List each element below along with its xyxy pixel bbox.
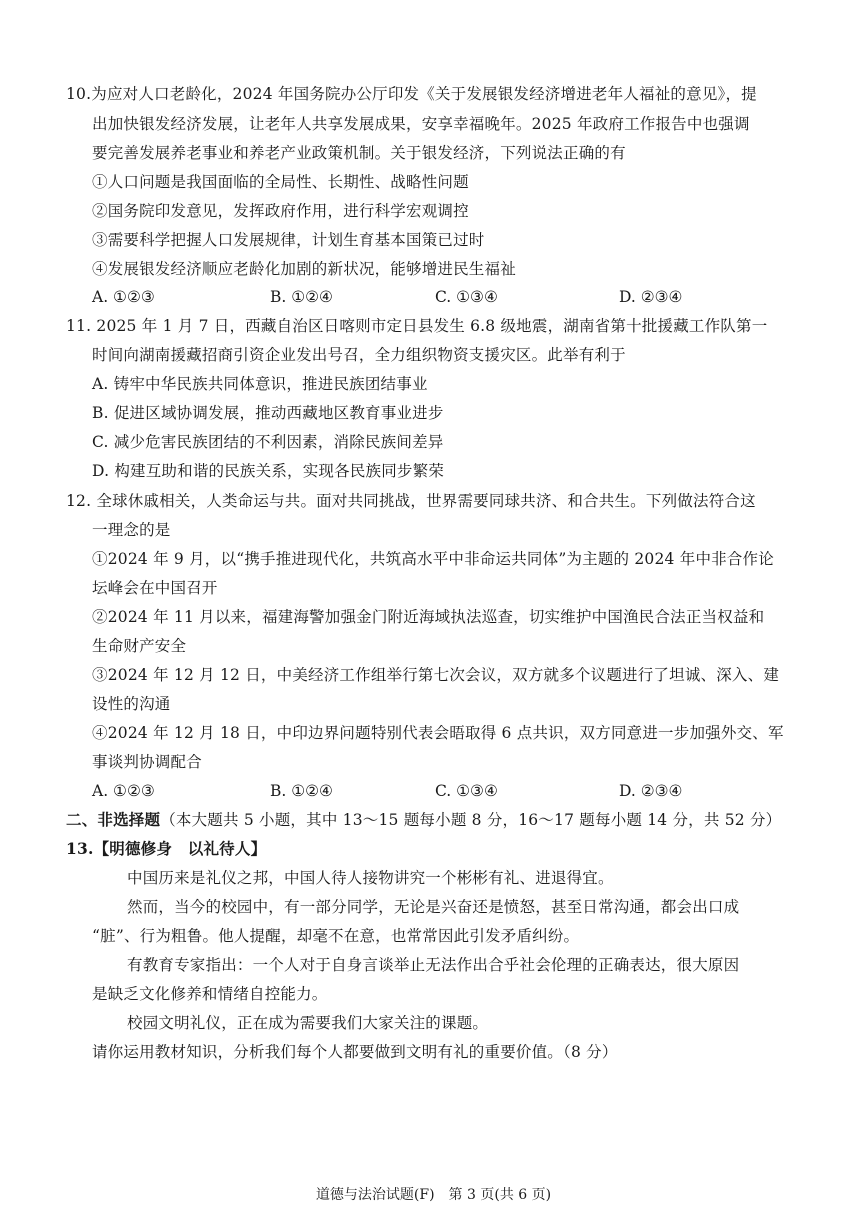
q10-option-c: C. ①③④	[435, 288, 498, 306]
q10-statement-2: ②国务院印发意见，发挥政府作用，进行科学宏观调控	[92, 202, 469, 220]
q12-option-b: B. ①②④	[270, 782, 333, 800]
q10-statement-4: ④发展银发经济顺应老龄化加剧的新状况，能够增进民生福祉	[92, 260, 516, 278]
q12-statement-1-line-2: 坛峰会在中国召开	[92, 579, 218, 597]
q10-option-d: D. ②③④	[619, 288, 683, 306]
q12-statement-4-line-1: ④2024 年 12 月 18 日，中印边界问题特别代表会晤取得 6 点共识，双方同意进一步加强外交、军	[92, 724, 784, 742]
q13-paragraph-2-line-2: “脏”、行为粗鲁。他人提醒，却毫不在意，也常常因此引发矛盾纠纷。	[92, 927, 580, 945]
q13-question: 请你运用教材知识，分析我们每个人都要做到文明有礼的重要价值。（8 分）	[92, 1043, 618, 1061]
q13-paragraph-2-line-1: 然而，当今的校园中，有一部分同学，无论是兴奋还是愤怒，甚至日常沟通，都会出口成	[127, 898, 740, 916]
q10-options	[92, 287, 812, 307]
q11-option-c: C. 减少危害民族团结的不利因素，消除民族间差异	[92, 433, 444, 451]
q11-option-a: A. 铸牢中华民族共同体意识，推进民族团结事业	[92, 375, 428, 393]
q12-stem-line-1: 12. 全球休戚相关，人类命运与共。面对共同挑战，世界需要同球共济、和合共生。下列做法符合这	[66, 492, 756, 510]
page-footer: 道德与法治试题(F) 第 3 页(共 6 页)	[315, 1187, 552, 1203]
q11-option-d: D. 构建互助和谐的民族关系，实现各民族同步繁荣	[92, 462, 445, 480]
q13-paragraph-4: 校园文明礼仪，正在成为需要我们大家关注的课题。	[127, 1014, 489, 1032]
section-2-title: 二、非选择题	[66, 810, 161, 829]
q12-option-c: C. ①③④	[435, 782, 498, 800]
q13-heading: 13.【明德修身 以礼待人】	[66, 839, 267, 858]
q11-option-b: B. 促进区域协调发展，推动西藏地区教育事业进步	[92, 404, 444, 422]
q12-option-a: A. ①②③	[92, 782, 155, 800]
q10-stem-line-3: 要完善发展养老事业和养老产业政策机制。关于银发经济，下列说法正确的有	[92, 144, 626, 162]
q11-stem-line-1: 11. 2025 年 1 月 7 日，西藏自治区日喀则市定日县发生 6.8 级地震，湖南省第十批援藏工作队第一	[66, 317, 768, 335]
q10-option-b: B. ①②④	[270, 288, 333, 306]
q12-statement-3-line-2: 设性的沟通	[92, 695, 171, 713]
q12-statement-2-line-1: ②2024 年 11 月以来，福建海警加强金门附近海域执法巡查，切实维护中国渔民合法正当权益和	[92, 608, 765, 626]
q12-options	[92, 781, 812, 801]
q12-statement-2-line-2: 生命财产安全	[92, 637, 187, 655]
q13-paragraph-1: 中国历来是礼仪之邦，中国人待人接物讲究一个彬彬有礼、进退得宜。	[127, 869, 614, 887]
q12-statement-1-line-1: ①2024 年 9 月，以“携手推进现代化，共筑高水平中非命运共同体”为主题的 2024 年中非合作论	[92, 550, 774, 568]
q12-stem-line-2: 一理念的是	[92, 521, 171, 539]
q13-paragraph-3-line-2: 是缺乏文化修养和情绪自控能力。	[92, 985, 328, 1003]
section-2-heading	[66, 810, 781, 830]
q12-option-d: D. ②③④	[619, 782, 683, 800]
q11-stem-line-2: 时间向湖南援藏招商引资企业发出号召，全力组织物资支援灾区。此举有利于	[92, 346, 626, 364]
q10-option-a: A. ①②③	[92, 288, 155, 306]
q10-stem-line-1: 10.为应对人口老龄化，2024 年国务院办公厅印发《关于发展银发经济增进老年人福祉的意见》，提	[66, 85, 757, 103]
q10-stem-line-2: 出加快银发经济发展，让老年人共享发展成果，安享幸福晚年。2025 年政府工作报告中也强调	[92, 115, 750, 133]
q13-paragraph-3-line-1: 有教育专家指出：一个人对于自身言谈举止无法作出合乎社会伦理的正确表达，很大原因	[127, 956, 740, 974]
q12-statement-3-line-1: ③2024 年 12 月 12 日，中美经济工作组举行第七次会议，双方就多个议题进行了坦诚、深入、建	[92, 666, 780, 684]
q12-statement-4-line-2: 事谈判协调配合	[92, 753, 202, 771]
q10-statement-3: ③需要科学把握人口发展规律，计划生育基本国策已过时	[92, 231, 485, 249]
section-2-description: （本大题共 5 小题，其中 13～15 题每小题 8 分，16～17 题每小题 14 分，共 52 分）	[160, 811, 782, 829]
q10-statement-1: ①人口问题是我国面临的全局性、长期性、战略性问题	[92, 173, 469, 191]
